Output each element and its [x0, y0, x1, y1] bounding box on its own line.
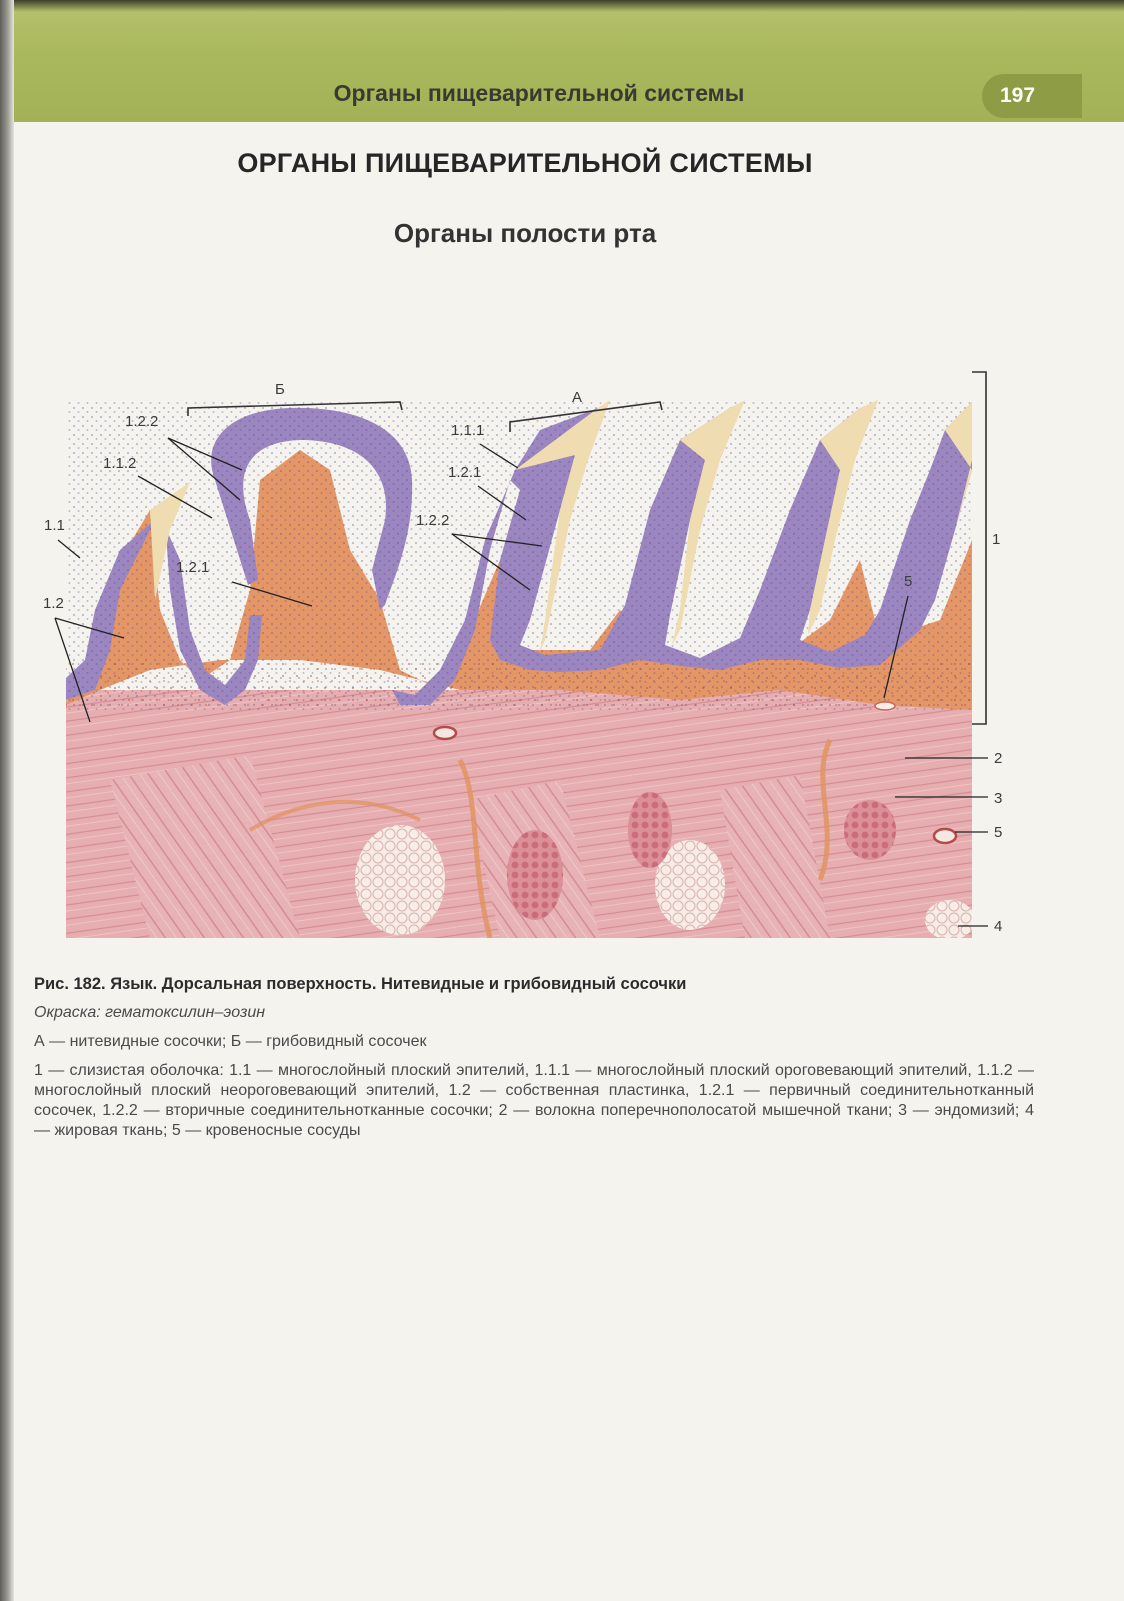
caption-letters: А — нитевидные сосочки; Б — грибовидный сосочек — [34, 1033, 427, 1050]
label-1: 1 — [992, 531, 1001, 548]
label-5: 5 — [994, 824, 1003, 841]
fat-tissue — [355, 825, 445, 935]
label-4: 4 — [994, 918, 1003, 935]
label-a: А — [572, 389, 583, 406]
page-number: 197 — [982, 74, 1082, 118]
label-1-2-2-right: 1.2.2 — [416, 512, 450, 529]
running-head: Органы пищеварительной системы — [333, 80, 745, 106]
caption-legend: 1 — слизистая оболочка: 1.1 — многослойный плоский эпителий, 1.1.1 — многослойный плоский ороговевающий эпителий, 1.1.2 — многослойный плоский неороговевающий эпителий, 1.2 — собственная пластинка, 1.2.1 — первичный соединительнотканный сосочек, 1.2.2 — вторичные соединительнотканные сосочки; 2 — волокна поперечнополосатой мышечной ткани; 3 — эндомизий; 4 — жировая ткань; 5 — кровеносные сосуды — [34, 1062, 1034, 1139]
chapter-title: ОРГАНЫ ПИЩЕВАРИТЕЛЬНОЙ СИСТЕМЫ — [237, 148, 813, 178]
label-3: 3 — [994, 790, 1003, 807]
tongue-histology-figure — [0, 360, 1124, 960]
label-1-2-1-left: 1.2.1 — [176, 559, 210, 576]
label-1-2-2-top: 1.2.2 — [125, 413, 159, 430]
muscle-bundle-cross-section — [507, 830, 563, 920]
label-1-1: 1.1 — [44, 517, 65, 534]
page-header — [14, 0, 1124, 122]
bracket-1 — [972, 372, 986, 724]
caption-stain: Окраска: гематоксилин–эозин — [34, 1004, 266, 1021]
label-b: Б — [275, 381, 285, 398]
label-2: 2 — [994, 750, 1003, 767]
label-1-2-1-right: 1.2.1 — [448, 464, 482, 481]
label-1-2: 1.2 — [43, 595, 64, 612]
label-1-1-2: 1.1.2 — [103, 455, 137, 472]
blood-vessel — [434, 727, 456, 739]
figure-caption — [34, 974, 1034, 1141]
label-1-1-1: 1.1.1 — [451, 422, 485, 439]
section-title: Органы полости рта — [393, 218, 657, 248]
label-5-top: 5 — [904, 573, 913, 590]
histology-illustration — [0, 360, 1124, 960]
caption-title: Рис. 182. Язык. Дорсальная поверхность. Нитевидные и грибовидный сосочки — [34, 975, 687, 993]
